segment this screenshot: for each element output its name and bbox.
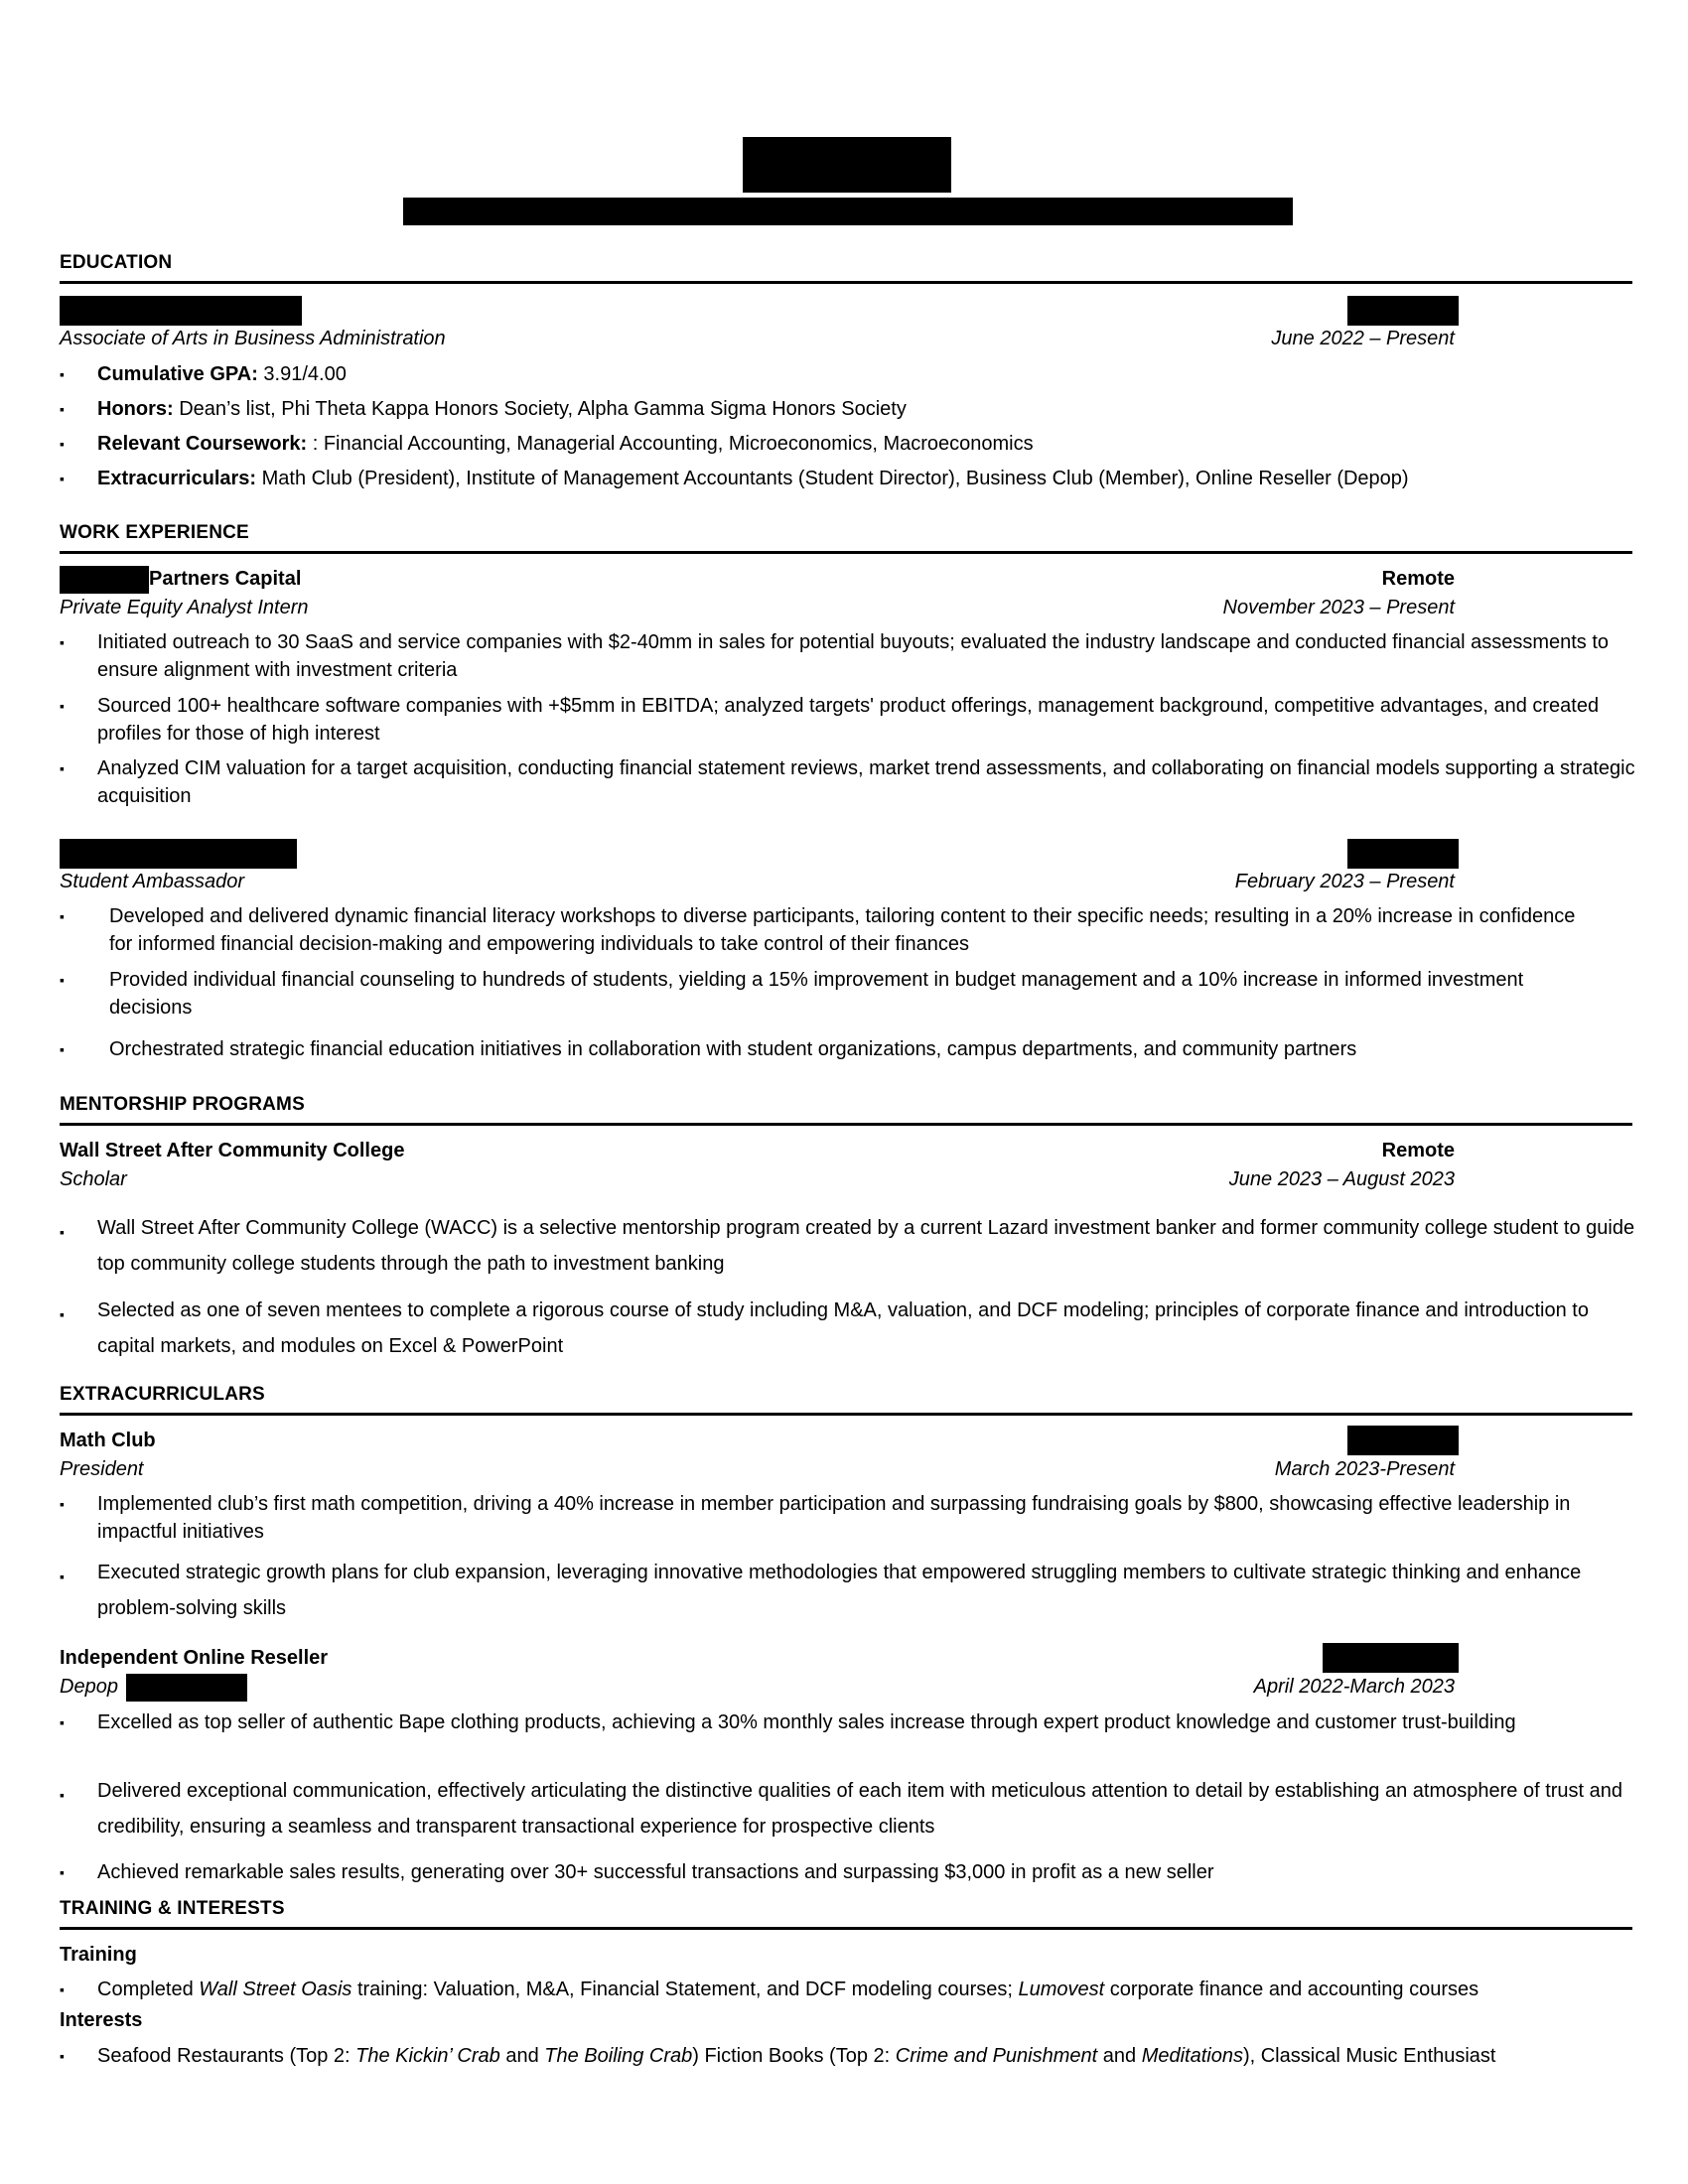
job2-role: Student Ambassador [60,871,245,892]
job1-location: Remote [1381,568,1455,590]
job1-org: Partners Capital [149,568,302,590]
work-rule [60,551,1632,554]
reseller-bullet: ▪ Achieved remarkable sales results, generating over 30+ successful transactions and surpassing $3,000 in profit as a new seller [60,1861,1214,1883]
interests-label: Interests [60,2009,143,2031]
job1-role: Private Equity Analyst Intern [60,597,309,618]
club-org: Math Club [60,1430,156,1451]
education-heading: EDUCATION [60,252,173,273]
club-role: President [60,1458,144,1480]
club-dates: March 2023-Present [1274,1458,1455,1480]
redacted-school [60,296,302,326]
reseller-role: Depop [60,1676,118,1698]
job1-bullet: ▪ Sourced 100+ healthcare software companies with +$5mm in EBITDA; analyzed targets' product offerings, management background, competitive advantages, and created profiles for those of high interest [60,695,1600,745]
job1-bullet: ▪ Analyzed CIM valuation for a target acquisition, conducting financial statement reviews, market trend assessments, and collaborating on financial models supporting a strategic acquisition [60,757,1635,807]
education-item: ▪ Cumulative GPA: 3.91/4.00 [60,363,347,385]
mentorship-heading: MENTORSHIP PROGRAMS [60,1094,305,1115]
interests-bullet: ▪ Seafood Restaurants (Top 2: The Kickin’ Crab and The Boiling Crab) Fiction Books (Top 2: Crime and Punishment and Meditations), Classical Music Enthusiast [60,2045,1496,2067]
mentorship-bullet: ▪ Selected as one of seven mentees to complete a rigorous course of study including M&A, valuation, and DCF modeling; principles of corporate finance and introduction to capital markets, and modules on Excel & PowerPoint [60,1299,1589,1357]
club-bullet: ▪ Implemented club’s first math competition, driving a 40% increase in member participation and surpassing fundraising goals by $800, showcasing effective leadership in impactful initiatives [60,1493,1571,1543]
job2-bullet: ▪ Orchestrated strategic financial education initiatives in collaboration with student organizations, campus departments, and community partners [60,1038,1357,1060]
redacted-club-location [1347,1426,1459,1455]
education-item: ▪ Extracurriculars: Math Club (President), Institute of Management Accountants (Student Director), Business Club (Member), Online Reseller (Depop) [60,468,1409,489]
redacted-reseller-location [1323,1643,1459,1673]
redacted-contact [403,198,1293,225]
redacted-employer-location [1347,839,1459,869]
job2-bullet: ▪ Developed and delivered dynamic financial literacy workshops to diverse participants, tailoring content to their specific needs; resulting in a 20% increase in confidence for informed financial decision-making and empowering individuals to take control of their finances [60,905,1576,955]
training-label: Training [60,1944,137,1966]
redacted-school-location [1347,296,1459,326]
reseller-bullet: ▪ Excelled as top seller of authentic Bape clothing products, achieving a 30% monthly sales increase through expert product knowledge and customer trust-building [60,1711,1516,1733]
training-bullet: ▪ Completed Wall Street Oasis training: Valuation, M&A, Financial Statement, and DCF modeling courses; Lumovest corporate finance and accounting courses [60,1979,1479,2000]
reseller-bullet: ▪ Delivered exceptional communication, effectively articulating the distinctive qualities of each item with meticulous attention to detail by establishing an atmosphere of trust and credibility, ensuring a seamless and transparent transactional experience for prospective clients [60,1780,1623,1838]
job1-bullet: ▪ Initiated outreach to 30 SaaS and service companies with $2-40mm in sales for potential buyouts; evaluated the industry landscape and conducted financial assessments to ensure alignment with investment criteria [60,631,1610,681]
mentorship-dates: June 2023 – August 2023 [1228,1168,1455,1190]
club-bullet: ▪ Executed strategic growth plans for club expansion, leveraging innovative methodologies that empowered struggling members to cultivate strategic thinking and enhance problem-solving skills [60,1562,1582,1619]
redacted-firm-name [60,566,149,594]
job1-dates: November 2023 – Present [1222,597,1455,618]
extracurriculars-rule [60,1413,1632,1416]
extracurriculars-heading: EXTRACURRICULARS [60,1384,265,1405]
education-item: ▪ Relevant Coursework: : Financial Accounting, Managerial Accounting, Microeconomics, Macroeconomics [60,433,1034,455]
job2-bullet: ▪ Provided individual financial counseling to hundreds of students, yielding a 15% improvement in budget management and a 10% increase in informed investment decisions [60,969,1524,1019]
reseller-dates: April 2022-March 2023 [1253,1676,1455,1698]
redacted-reseller-handle [126,1674,247,1702]
mentorship-role: Scholar [60,1168,127,1190]
training-heading: TRAINING & INTERESTS [60,1898,285,1919]
education-degree: Associate of Arts in Business Administration [60,328,446,349]
work-heading: WORK EXPERIENCE [60,522,249,543]
education-dates: June 2022 – Present [1271,328,1455,349]
redacted-employer [60,839,297,869]
mentorship-location: Remote [1381,1140,1455,1161]
reseller-org: Independent Online Reseller [60,1647,329,1669]
education-item: ▪ Honors: Dean’s list, Phi Theta Kappa Honors Society, Alpha Gamma Sigma Honors Society [60,398,907,420]
job2-dates: February 2023 – Present [1234,871,1455,892]
mentorship-rule [60,1123,1632,1126]
mentorship-org: Wall Street After Community College [60,1140,405,1161]
training-rule [60,1927,1632,1930]
mentorship-bullet: ▪ Wall Street After Community College (WACC) is a selective mentorship program created by a current Lazard investment banker and former community college student to guide top community college students through the path to investment banking [60,1217,1635,1275]
redacted-name [743,137,951,193]
education-rule [60,281,1632,284]
